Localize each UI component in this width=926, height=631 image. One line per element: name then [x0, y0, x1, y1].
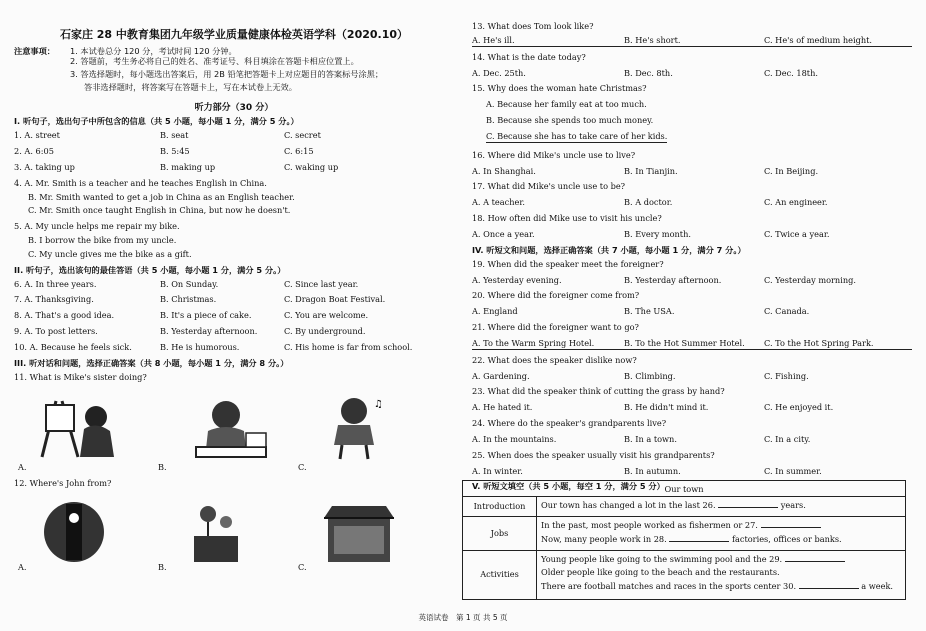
option: C. Canada.	[764, 306, 810, 317]
option: A. To the Warm Spring Hotel.	[472, 337, 595, 348]
option: A. In Shanghai.	[472, 165, 536, 176]
option: B. In Tianjin.	[624, 165, 678, 176]
question-row	[472, 230, 912, 240]
question-row	[472, 403, 912, 413]
picture-option	[154, 389, 294, 473]
option: C. Twice a year.	[764, 228, 830, 239]
note-line: 1. 本试卷总分 120 分，考试时间 120 分钟。	[70, 46, 237, 57]
question-row	[14, 295, 454, 305]
option: B. In autumn.	[624, 465, 681, 476]
option: B. Because she spends too much money.	[486, 115, 654, 126]
question-row	[472, 69, 912, 79]
singing-picture	[314, 391, 404, 461]
picture-options	[14, 389, 454, 473]
option: A. Because her family eat at too much.	[486, 99, 647, 110]
shop-picture	[314, 496, 404, 566]
question-row	[472, 435, 912, 445]
option-label: B.	[158, 561, 167, 572]
option: C. My uncle gives me the bike as a gift.	[28, 248, 192, 259]
option: C. Dragon Boat Festival.	[284, 294, 386, 305]
option: B. Yesterday afternoon.	[624, 274, 722, 285]
question-row	[472, 307, 912, 317]
question: 22. What does the speaker dislike now?	[472, 354, 637, 365]
text: Young people like going to the swimming pool and the 29.	[541, 554, 785, 564]
text: Our town has changed a lot in the last 26.	[541, 500, 719, 510]
picture-option	[14, 494, 154, 572]
question-row	[14, 280, 454, 290]
option: C. Mr. Smith once taught English in China, but now he doesn't.	[28, 205, 291, 216]
text: In the past, most people worked as fishermen or 27.	[541, 520, 761, 530]
option: C. waking up	[284, 161, 339, 172]
option: C. secret	[284, 130, 321, 141]
option: C. To the Hot Spring Park.	[764, 337, 874, 348]
option-label: A.	[18, 561, 27, 572]
option: C. Yesterday morning.	[764, 274, 856, 285]
text: There are football matches and races in the sports center 30.	[541, 580, 799, 591]
answer-blank[interactable]	[761, 520, 821, 528]
table-row	[463, 551, 905, 599]
option: A. Yesterday evening.	[472, 274, 562, 285]
page-footer: 英语试卷 第 1 页 共 5 页	[418, 613, 508, 622]
option: C. He enjoyed it.	[764, 402, 834, 413]
question: 16. Where did Mike's uncle use to live?	[472, 149, 636, 160]
question: 19. When did the speaker meet the foreigner?	[472, 258, 664, 269]
option: 2. A. 6:05	[14, 146, 54, 157]
option-label: C.	[298, 461, 307, 472]
option: A. He hated it.	[472, 402, 533, 413]
note-line: 3. 答选择题时，每小题选出答案后，用 2B 铅笔把答题卡上对应题目的答案标号涂黑；	[70, 68, 384, 79]
question: 24. Where do the speaker's grandparents live?	[472, 418, 667, 429]
option-label: A.	[18, 461, 27, 472]
question-row	[472, 167, 912, 177]
option: B. I borrow the bike from my uncle.	[28, 235, 177, 246]
option: 4. A. Mr. Smith is a teacher and he teaches English in China.	[14, 177, 267, 188]
section-heading: II. 听句子，选出该句的最佳答语（共 5 小题，每小题 1 分，满分 5 分。）	[14, 264, 286, 275]
question-row	[14, 147, 454, 157]
option: C. In Beijing.	[764, 165, 819, 176]
option: A. Once a year.	[472, 228, 535, 239]
option-label: C.	[298, 561, 307, 572]
option: B. It's a piece of cake.	[160, 310, 252, 321]
answer-blank[interactable]	[718, 500, 778, 508]
option: B. He's short.	[624, 34, 681, 45]
option: A. In winter.	[472, 465, 523, 476]
row-value	[537, 551, 905, 599]
option: B. making up	[160, 161, 216, 172]
question-row	[472, 198, 912, 208]
fill-in-table	[462, 480, 906, 600]
option: C. His home is far from school.	[284, 342, 413, 353]
reading-picture	[174, 391, 274, 461]
option: 5. A. My uncle helps me repair my bike.	[14, 221, 180, 232]
option: 10. A. Because he feels sick.	[14, 342, 132, 353]
option: B. Yesterday afternoon.	[160, 326, 258, 337]
answer-blank[interactable]	[799, 581, 859, 589]
text: Older people like going to the beach and the restaurants.	[541, 566, 780, 577]
option: A. Dec. 25th.	[472, 67, 526, 78]
option: B. Christmas.	[160, 294, 217, 305]
option: C. Fishing.	[764, 370, 809, 381]
row-key: Jobs	[463, 517, 537, 550]
svg-text:♫: ♫	[374, 398, 383, 410]
option: B. On Sunday.	[160, 278, 219, 289]
question: 15. Why does the woman hate Christmas?	[472, 83, 647, 94]
question: 18. How often did Mike use to visit his uncle?	[472, 213, 662, 224]
question: 21. Where did the foreigner want to go?	[472, 322, 639, 333]
option: 9. A. To post letters.	[14, 326, 98, 337]
option: A. He's ill.	[472, 34, 515, 45]
page-title: 石家庄 28 中教育集团九年级学业质量健康体检英语学科（2020.10）	[59, 28, 409, 41]
question: 11. What is Mike's sister doing?	[14, 371, 147, 382]
row-value	[537, 497, 905, 516]
question-row	[472, 276, 912, 286]
option: C. An engineer.	[764, 197, 828, 208]
option: A. England	[472, 306, 518, 317]
question-row	[14, 131, 454, 141]
option: B. He didn't mind it.	[624, 402, 709, 413]
question: 25. When does the speaker usually visit his grandparents?	[472, 449, 715, 460]
painting-picture	[34, 391, 124, 461]
row-key: Activities	[463, 551, 537, 599]
row-key: Introduction	[463, 497, 537, 516]
option: A. In the mountains.	[472, 433, 557, 444]
option: A. A teacher.	[472, 197, 525, 208]
question-row	[14, 311, 454, 321]
notes-label: 注意事项：	[14, 46, 55, 57]
option: 8. A. That's a good idea.	[14, 310, 115, 321]
question-row	[472, 372, 912, 382]
picture-option	[14, 389, 154, 473]
option: C. He's of medium height.	[764, 34, 873, 45]
option: 6. A. In three years.	[14, 278, 97, 289]
question: 20. Where did the foreigner come from?	[472, 290, 640, 301]
text: Now, many people work in 28.	[541, 533, 670, 544]
section-heading: V. 听短文填空（共 5 小题，每空 1 分，满分 5 分）	[472, 481, 665, 492]
answer-blank[interactable]	[785, 554, 845, 562]
question: 14. What is the date today?	[472, 51, 586, 62]
left-column	[14, 20, 454, 578]
question-row	[14, 343, 454, 353]
row-value	[537, 517, 905, 550]
note-line: 答非选择题时，将答案写在答题卡上，写在本试卷上无效。	[84, 81, 297, 92]
option: C. In summer.	[764, 465, 822, 476]
note-line: 2. 答题前，考生务必将自己的姓名、准考证号、科目填涂在答题卡相应位置上。	[70, 56, 359, 67]
option: B. 5:45	[160, 146, 190, 157]
text: factories, offices or banks.	[729, 533, 842, 544]
text: a week.	[858, 580, 894, 591]
question-row	[472, 467, 912, 477]
question-row	[14, 327, 454, 337]
text: years.	[778, 500, 806, 510]
section-heading: I. 听句子，选出句子中所包含的信息（共 5 小题，每小题 1 分，满分 5 分。）	[14, 116, 299, 127]
option: 7. A. Thanksgiving.	[14, 294, 94, 305]
exam-notes	[14, 47, 454, 92]
question-row	[472, 339, 912, 350]
option: C. Because she has to take care of her kids.	[486, 130, 668, 141]
option: C. You are welcome.	[284, 310, 369, 321]
option: B. Dec. 8th.	[624, 67, 673, 78]
table-row	[463, 497, 905, 517]
section-heading: III. 听对话和问题，选择正确答案（共 8 小题，每小题 1 分，满分 8 分。）	[14, 357, 289, 368]
question: 13. What does Tom look like?	[472, 21, 594, 31]
question: 17. What did Mike's uncle use to be?	[472, 181, 626, 192]
picture-option	[294, 494, 434, 572]
answer-blank[interactable]	[669, 534, 729, 542]
question-row	[14, 163, 454, 173]
option: B. To the Hot Summer Hotel.	[624, 337, 745, 348]
option-label: B.	[158, 461, 167, 472]
table-head: Our town	[463, 481, 905, 497]
option: B. Every month.	[624, 228, 691, 239]
picture-option	[154, 494, 294, 572]
question: 12. Where's John from?	[14, 477, 112, 488]
listening-title: 听力部分（30 分）	[194, 102, 274, 113]
option: B. The USA.	[624, 306, 675, 317]
section-heading: IV. 听短文和问题，选择正确答案（共 7 小题，每小题 1 分，满分 7 分。）	[472, 244, 746, 255]
option: B. Climbing.	[624, 370, 676, 381]
landmark-picture	[174, 496, 264, 566]
option: C. Dec. 18th.	[764, 67, 818, 78]
option: 3. A. taking up	[14, 161, 75, 172]
option: C. By underground.	[284, 326, 366, 337]
option: C. Since last year.	[284, 278, 359, 289]
option: B. He is humorous.	[160, 342, 240, 353]
option: C. In a city.	[764, 433, 811, 444]
big-ben-picture	[34, 496, 124, 566]
picture-option	[294, 389, 434, 473]
option: B. Mr. Smith wanted to get a job in China as an English teacher.	[28, 191, 295, 202]
picture-options	[14, 494, 454, 572]
question-row	[472, 36, 912, 47]
option: B. seat	[160, 130, 189, 141]
table-row	[463, 517, 905, 551]
right-column	[472, 22, 912, 496]
option: B. In a town.	[624, 433, 677, 444]
option: B. A doctor.	[624, 197, 673, 208]
option: C. 6:15	[284, 146, 314, 157]
question: 23. What did the speaker think of cutting the grass by hand?	[472, 386, 725, 397]
option: 1. A. street	[14, 130, 60, 141]
option: A. Gardening.	[472, 370, 530, 381]
